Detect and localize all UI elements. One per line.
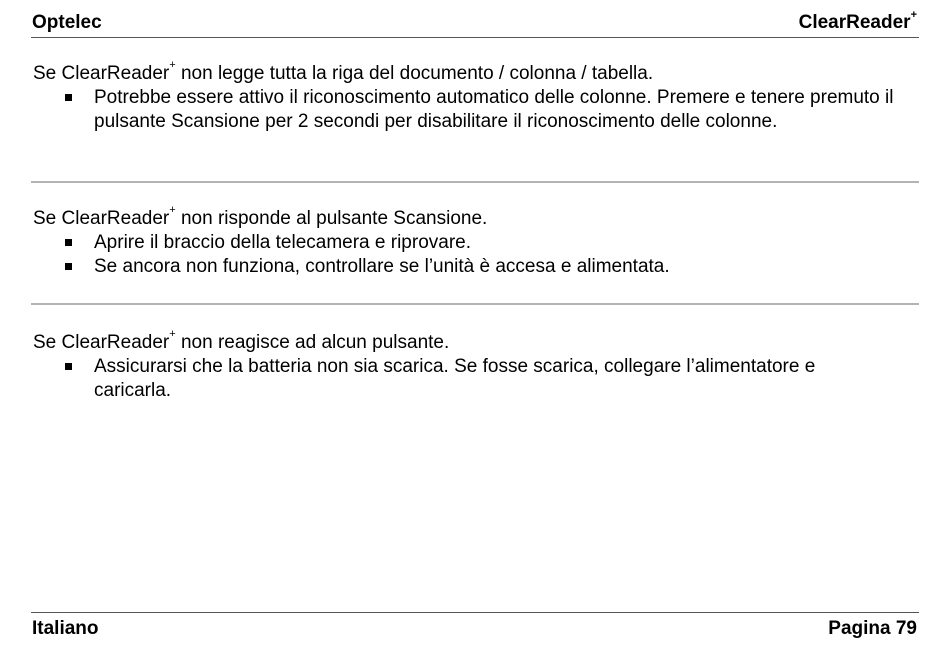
square-bullet-icon <box>65 94 72 101</box>
intro-prefix: Se ClearReader <box>33 63 170 84</box>
intro-prefix: Se ClearReader <box>33 208 170 229</box>
intro-suffix: non risponde al pulsante Scansione. <box>175 208 488 229</box>
troubleshoot-section-3 <box>31 328 919 403</box>
footer-page-number: Pagina 79 <box>828 618 917 639</box>
bullet-text: Aprire il braccio della telecamera e riprovare. <box>94 232 471 253</box>
section-intro <box>31 204 919 231</box>
header-product-name: ClearReader <box>798 12 911 33</box>
footer-language: Italiano <box>32 618 99 639</box>
intro-suffix: non legge tutta la riga del documento / colonna / tabella. <box>175 63 654 84</box>
bullet-item <box>31 231 919 255</box>
intro-sup: + <box>169 328 176 340</box>
square-bullet-icon <box>65 363 72 370</box>
section-intro <box>31 59 919 86</box>
bullet-list <box>31 86 919 134</box>
bullet-list <box>31 355 919 403</box>
header-product <box>798 9 917 34</box>
bullet-item <box>31 355 919 403</box>
intro-sup: + <box>169 59 176 71</box>
bullet-text: Assicurarsi che la batteria non sia scarica. Se fosse scarica, collegare l’alimentatore e caricarla. <box>94 356 816 401</box>
troubleshoot-section-2 <box>31 204 919 279</box>
square-bullet-icon <box>65 263 72 270</box>
bullet-text: Se ancora non funziona, controllare se l’unità è accesa e alimentata. <box>94 256 670 277</box>
page-footer <box>31 612 919 643</box>
intro-suffix: non reagisce ad alcun pulsante. <box>175 332 450 353</box>
bullet-text: Potrebbe essere attivo il riconoscimento automatico delle colonne. Premere e tenere premuto il pulsante Scansione per 2 secondi per disabilitare il riconoscimento delle colonne. <box>94 87 894 132</box>
bullet-list <box>31 231 919 279</box>
header-product-sup: + <box>910 9 917 21</box>
section-intro <box>31 328 919 355</box>
square-bullet-icon <box>65 239 72 246</box>
bullet-item <box>31 255 919 279</box>
section-divider <box>31 303 919 305</box>
header-brand: Optelec <box>32 12 102 33</box>
troubleshoot-section-1 <box>31 59 919 134</box>
section-divider <box>31 181 919 183</box>
bullet-item <box>31 86 919 134</box>
page-header <box>31 9 919 38</box>
intro-sup: + <box>169 204 176 216</box>
intro-prefix: Se ClearReader <box>33 332 170 353</box>
